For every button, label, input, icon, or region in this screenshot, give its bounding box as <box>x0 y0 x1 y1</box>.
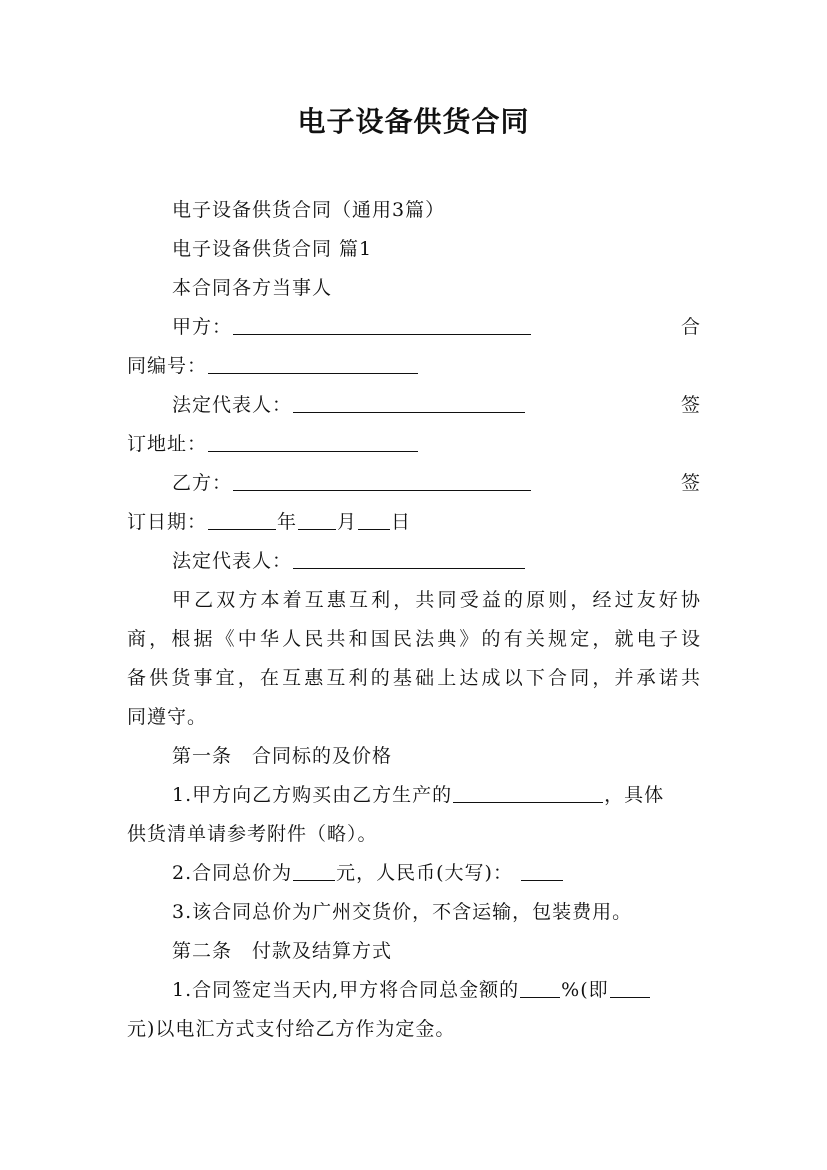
month-blank[interactable] <box>298 528 336 530</box>
article-1-item-2-mid: 元，人民币(大写)： <box>336 862 513 884</box>
contract-no-label: 同编号： <box>127 355 208 377</box>
section-heading: 电子设备供货合同 篇1 <box>172 238 373 260</box>
day-label: 日 <box>391 511 412 533</box>
article-1-item-1 <box>127 776 701 815</box>
sign-addr-blank[interactable] <box>208 450 418 452</box>
preamble-line-2: 商，根据《中华人民共和国民法典》的有关规定，就电子设 <box>127 628 701 650</box>
article-2-item-1-mid: %(即 <box>561 979 609 1001</box>
preamble-line-1: 甲乙双方本着互惠互利，共同受益的原则，经过友好协 <box>172 589 701 611</box>
article-2-heading: 第二条 付款及结算方式 <box>172 940 393 962</box>
party-b-blank[interactable] <box>233 489 531 491</box>
article-1-heading: 第一条 合同标的及价格 <box>172 745 393 767</box>
sign-date-tail: 签 <box>680 472 701 494</box>
article-2-item-1-text: 1.合同签定当天内,甲方将合同总金额的 <box>172 979 520 1001</box>
year-label: 年 <box>277 511 298 533</box>
article-1-item-1-tail: ，具体 <box>604 784 665 806</box>
legal-rep-blank[interactable] <box>293 411 525 413</box>
contract-no-tail: 合 <box>680 316 701 338</box>
document-title: 电子设备供货合同 <box>297 105 530 138</box>
legal-rep-label: 法定代表人： <box>172 394 293 416</box>
sign-date-line <box>127 503 701 542</box>
sign-date-label: 订日期： <box>127 511 208 533</box>
article-1-item-2-text: 2.合同总价为 <box>172 862 293 884</box>
sign-addr-line <box>127 425 701 464</box>
preamble-line-4: 同遵守。 <box>127 706 208 728</box>
party-a-line <box>127 308 701 347</box>
party-b-label: 乙方： <box>172 472 233 494</box>
deposit-amount-blank[interactable] <box>610 996 650 998</box>
article-2-item-1 <box>127 971 701 1010</box>
day-blank[interactable] <box>358 528 390 530</box>
article-1-item-2 <box>127 854 701 893</box>
year-blank[interactable] <box>208 528 276 530</box>
legal-rep-blank-2[interactable] <box>293 567 525 569</box>
rmb-uppercase-blank[interactable] <box>521 879 563 881</box>
parties-intro: 本合同各方当事人 <box>172 277 333 299</box>
total-price-blank[interactable] <box>293 879 335 881</box>
article-1-item-3: 3.该合同总价为广州交货价，不含运输，包装费用。 <box>172 901 633 923</box>
article-2-item-1-cont: 元)以电汇方式支付给乙方作为定金。 <box>127 1018 456 1040</box>
product-blank[interactable] <box>453 801 603 803</box>
article-1-item-1-cont: 供货清单请参考附件（略）。 <box>127 823 378 845</box>
legal-rep-line <box>127 386 701 425</box>
sign-addr-label: 订地址： <box>127 433 208 455</box>
contract-no-line <box>127 347 701 386</box>
sign-addr-tail: 签 <box>680 394 701 416</box>
subtitle-line: 电子设备供货合同（通用3篇） <box>172 199 446 221</box>
party-a-label: 甲方： <box>172 316 233 338</box>
contract-no-blank[interactable] <box>208 372 418 374</box>
deposit-percent-blank[interactable] <box>520 996 560 998</box>
party-a-blank[interactable] <box>233 333 531 335</box>
party-b-line <box>127 464 701 503</box>
article-1-item-1-text: 1.甲方向乙方购买由乙方生产的 <box>172 784 453 806</box>
legal-rep-line-2 <box>127 542 701 581</box>
month-label: 月 <box>337 511 358 533</box>
preamble-line-3: 备供货事宜，在互惠互利的基础上达成以下合同，并承诺共 <box>127 667 701 689</box>
legal-rep-label-2: 法定代表人： <box>172 550 293 572</box>
